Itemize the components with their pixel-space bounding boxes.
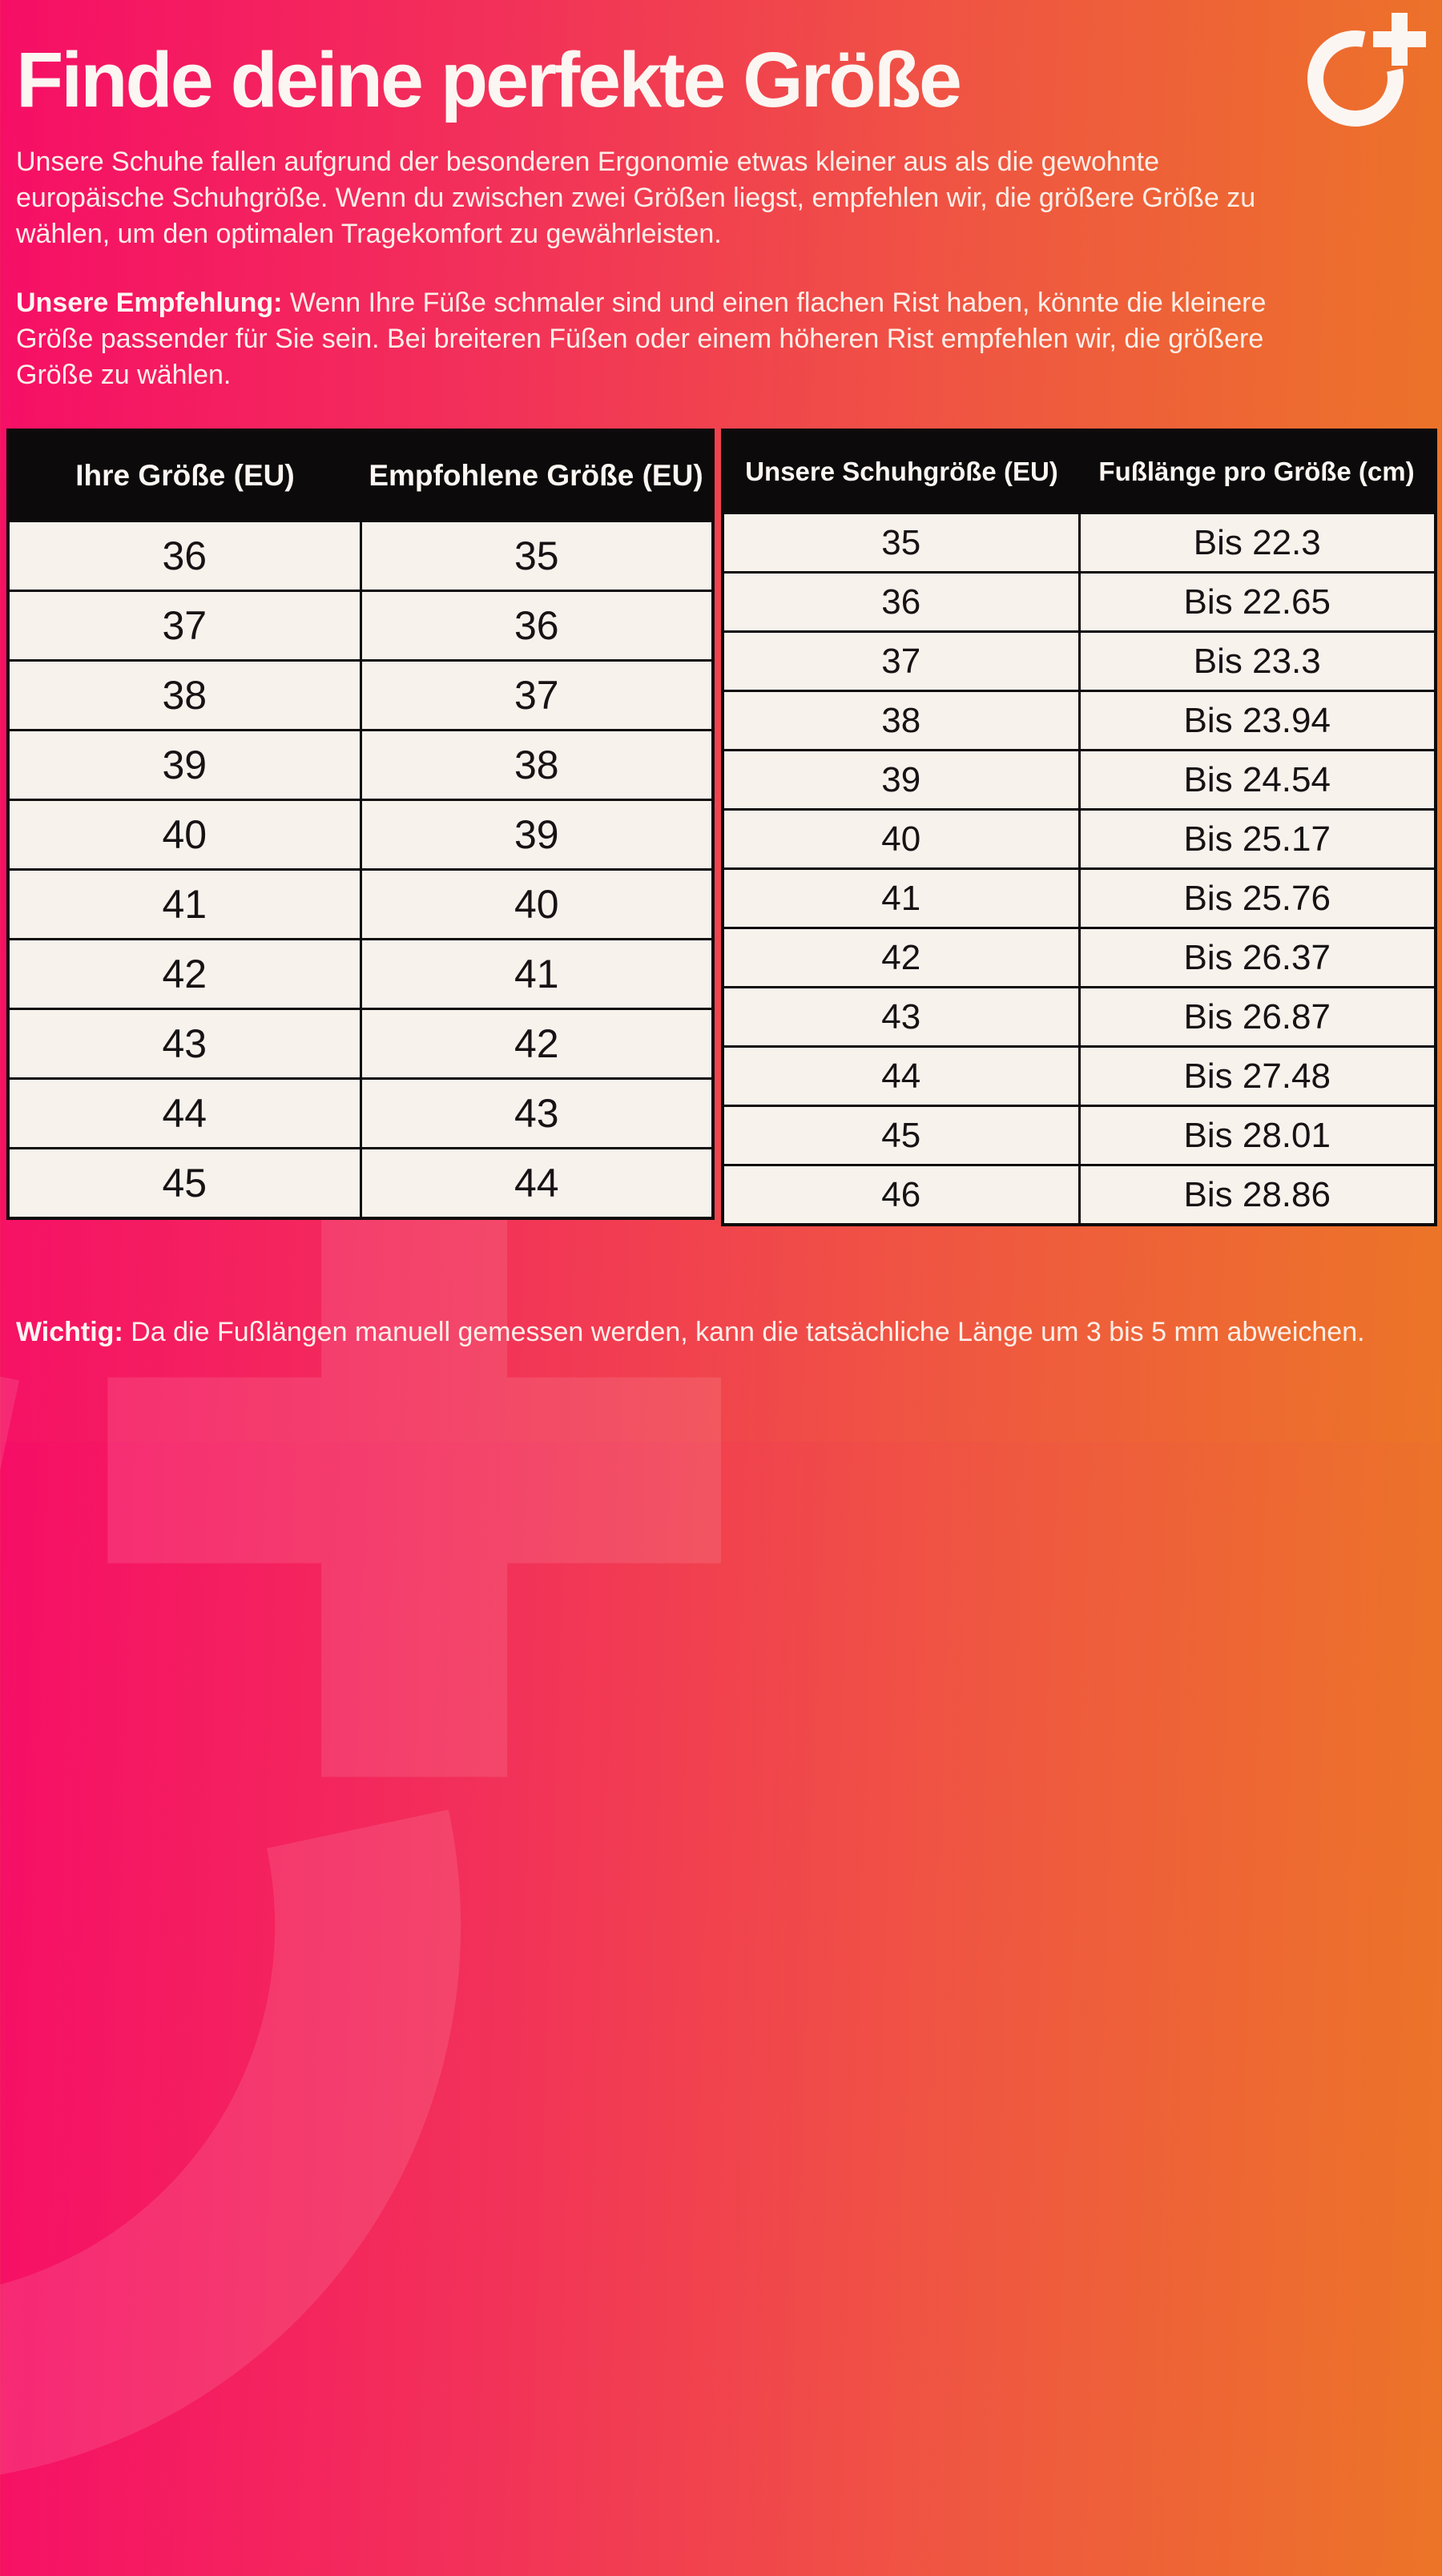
- table-row: [723, 928, 1436, 988]
- column-header-our-shoe-size: Unsere Schuhgröße (EU): [723, 430, 1079, 513]
- table-cell: Bis 22.3: [1079, 513, 1436, 573]
- table-row: [723, 751, 1436, 810]
- circle-plus-brand-icon: [1306, 6, 1434, 135]
- table-cell: Bis 27.48: [1079, 1047, 1436, 1106]
- foot-length-table: [721, 429, 1437, 1226]
- table-row: [723, 691, 1436, 751]
- table-row: [8, 800, 713, 870]
- table-row: [8, 1149, 713, 1219]
- table-cell: 44: [8, 1079, 360, 1149]
- table-row: [8, 731, 713, 800]
- table-row: [723, 810, 1436, 869]
- table-cell: 39: [723, 751, 1079, 810]
- table-header-row: [723, 430, 1436, 513]
- size-conversion-table: [6, 429, 715, 1220]
- column-header-your-size: Ihre Größe (EU): [8, 430, 360, 521]
- table-cell: Bis 23.94: [1079, 691, 1436, 751]
- table-cell: 45: [8, 1149, 360, 1219]
- table-row: [723, 869, 1436, 928]
- recommendation-paragraph: [16, 285, 1270, 393]
- recommendation-text: Wenn Ihre Füße schmaler sind und einen flachen Rist haben, könnte die kleinere Größe passender für Sie sein. Bei breiteren Füßen oder einem höheren Rist empfehlen wir, die größere Größe zu wählen.: [16, 288, 1267, 390]
- table-cell: 41: [8, 870, 360, 940]
- table-cell: 42: [8, 940, 360, 1009]
- table-row: [723, 513, 1436, 573]
- recommendation-label: Unsere Empfehlung:: [16, 288, 283, 318]
- table-cell: 42: [360, 1009, 713, 1079]
- table-cell: Bis 23.3: [1079, 632, 1436, 691]
- table-cell: 37: [360, 661, 713, 731]
- table-cell: 40: [8, 800, 360, 870]
- table-row: [8, 1009, 713, 1079]
- note-text: Da die Fußlängen manuell gemessen werden, kann die tatsächliche Länge um 3 bis 5 mm abweichen.: [123, 1317, 1365, 1347]
- table-row: [723, 1047, 1436, 1106]
- table-cell: Bis 24.54: [1079, 751, 1436, 810]
- note-label: Wichtig:: [16, 1317, 123, 1347]
- table-cell: 45: [723, 1106, 1079, 1165]
- size-conversion-table-body: [8, 521, 713, 1219]
- table-row: [8, 870, 713, 940]
- table-cell: Bis 25.76: [1079, 869, 1436, 928]
- table-cell: 44: [723, 1047, 1079, 1106]
- table-cell: Bis 28.01: [1079, 1106, 1436, 1165]
- circle-plus-watermark-icon: [0, 1089, 814, 2576]
- table-row: [8, 591, 713, 661]
- page-title: Finde deine perfekte Größe: [16, 36, 960, 123]
- column-header-foot-length: Fußlänge pro Größe (cm): [1079, 430, 1436, 513]
- table-cell: 37: [723, 632, 1079, 691]
- intro-paragraph: Unsere Schuhe fallen aufgrund der besonderen Ergonomie etwas kleiner aus als die gewohnte europäische Schuhgröße. Wenn du zwischen zwei Größen liegst, empfehlen wir, die größere Größe zu wählen, um den optimalen Tragekomfort zu gewährleisten.: [16, 147, 1256, 249]
- table-cell: Bis 22.65: [1079, 573, 1436, 632]
- table-cell: Bis 28.86: [1079, 1165, 1436, 1226]
- table-cell: 35: [723, 513, 1079, 573]
- foot-length-table-body: [723, 513, 1436, 1226]
- size-conversion-table-header: [8, 430, 713, 521]
- table-cell: 39: [8, 731, 360, 800]
- table-cell: Bis 26.87: [1079, 988, 1436, 1047]
- table-cell: 36: [360, 591, 713, 661]
- table-row: [8, 940, 713, 1009]
- column-header-recommended-size: Empfohlene Größe (EU): [360, 430, 713, 521]
- table-cell: 43: [360, 1079, 713, 1149]
- table-cell: 38: [8, 661, 360, 731]
- table-row: [723, 1165, 1436, 1226]
- table-cell: 36: [723, 573, 1079, 632]
- table-row: [723, 988, 1436, 1047]
- table-cell: 40: [723, 810, 1079, 869]
- table-cell: Bis 25.17: [1079, 810, 1436, 869]
- table-row: [723, 573, 1436, 632]
- table-cell: 36: [8, 521, 360, 591]
- table-cell: 46: [723, 1165, 1079, 1226]
- table-row: [723, 632, 1436, 691]
- table-cell: 35: [360, 521, 713, 591]
- table-cell: 38: [360, 731, 713, 800]
- table-cell: 39: [360, 800, 713, 870]
- foot-length-table-header: [723, 430, 1436, 513]
- table-cell: 41: [723, 869, 1079, 928]
- table-row: [8, 1079, 713, 1149]
- table-cell: 37: [8, 591, 360, 661]
- table-cell: 43: [723, 988, 1079, 1047]
- important-note: [16, 1314, 1378, 1350]
- table-cell: 38: [723, 691, 1079, 751]
- table-row: [8, 521, 713, 591]
- table-cell: Bis 26.37: [1079, 928, 1436, 988]
- table-row: [723, 1106, 1436, 1165]
- table-header-row: [8, 430, 713, 521]
- table-cell: 41: [360, 940, 713, 1009]
- table-cell: 40: [360, 870, 713, 940]
- table-cell: 44: [360, 1149, 713, 1219]
- table-cell: 42: [723, 928, 1079, 988]
- table-cell: 43: [8, 1009, 360, 1079]
- table-row: [8, 661, 713, 731]
